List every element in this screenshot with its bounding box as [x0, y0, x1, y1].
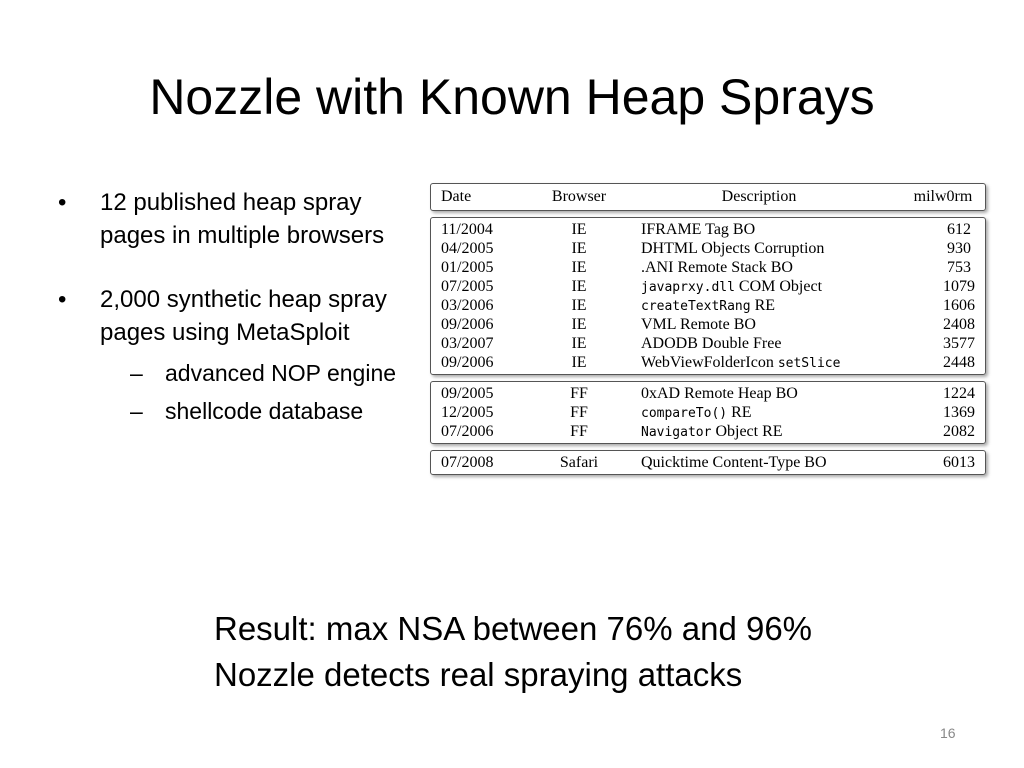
- bullet-text: 12 published heap spray pages in multiple browsers: [100, 189, 385, 249]
- description-text: Object RE: [711, 423, 783, 440]
- table-row: [431, 277, 985, 296]
- description-code: compareTo(): [641, 406, 728, 421]
- header-description: Description: [721, 188, 797, 205]
- cell-milw0rm: 2448: [943, 354, 975, 371]
- cell-milw0rm: 753: [947, 259, 971, 276]
- cell-milw0rm: 6013: [943, 454, 975, 471]
- cell-description: [609, 353, 941, 372]
- description-code: createTextRang: [641, 299, 751, 314]
- table-row: [431, 453, 985, 472]
- bullet-item: [58, 186, 418, 252]
- cell-description: [609, 403, 941, 422]
- cell-browser: IE: [571, 354, 587, 371]
- heap-spray-table: [430, 183, 986, 481]
- bullet-item: [58, 283, 418, 349]
- cell-milw0rm: 612: [947, 221, 971, 238]
- sub-bullet-text: advanced NOP engine: [165, 360, 397, 386]
- cell-description: DHTML Objects Corruption: [641, 240, 825, 257]
- header-date: Date: [441, 188, 472, 205]
- cell-description: [609, 422, 941, 441]
- table-row: [431, 384, 985, 403]
- cell-browser: IE: [571, 335, 587, 352]
- cell-browser: Safari: [559, 454, 599, 471]
- cell-description: Quicktime Content-Type BO: [641, 454, 827, 471]
- cell-date: 04/2005: [441, 240, 494, 257]
- bullet-list: [58, 186, 418, 427]
- cell-date: 07/2008: [441, 454, 494, 471]
- slide-title: Nozzle with Known Heap Sprays: [149, 69, 875, 125]
- description-code: javaprxy.dll: [641, 280, 735, 295]
- cell-browser: IE: [571, 240, 587, 257]
- table-row: [431, 422, 985, 441]
- result-text: [214, 606, 812, 698]
- table-row: [431, 334, 985, 353]
- header-milw0rm: milw0rm: [913, 188, 973, 205]
- table-row: [431, 315, 985, 334]
- description-text: WebViewFolderIcon: [641, 354, 778, 371]
- ff-group: [430, 381, 986, 444]
- cell-description: [609, 296, 941, 315]
- table-row: [431, 220, 985, 239]
- cell-browser: IE: [571, 297, 587, 314]
- cell-date: 11/2004: [441, 221, 493, 238]
- description-text: COM Object: [734, 278, 823, 295]
- cell-milw0rm: 2082: [943, 423, 975, 440]
- result-line-1: Result: max NSA between 76% and 96%: [214, 610, 813, 647]
- description-text: RE: [727, 404, 752, 421]
- sub-bullet-item: [130, 357, 418, 389]
- cell-browser: FF: [570, 404, 588, 421]
- result-line-2: Nozzle detects real spraying attacks: [214, 656, 743, 693]
- cell-date: 07/2005: [441, 278, 494, 295]
- dash-icon: –: [130, 398, 143, 424]
- cell-browser: FF: [570, 423, 588, 440]
- sub-bullet-item: [130, 395, 418, 427]
- description-code: Navigator: [641, 425, 712, 440]
- ie-group: [430, 217, 986, 375]
- table-row: [431, 403, 985, 422]
- cell-date: 03/2007: [441, 335, 494, 352]
- dash-icon: –: [130, 360, 143, 386]
- cell-milw0rm: 2408: [943, 316, 975, 333]
- description-code: setSlice: [777, 356, 841, 371]
- cell-milw0rm: 1606: [943, 297, 975, 314]
- table-row: [431, 239, 985, 258]
- cell-description: .ANI Remote Stack BO: [641, 259, 793, 276]
- cell-date: 09/2005: [441, 385, 494, 402]
- table-row: [431, 296, 985, 315]
- table-header: [430, 183, 986, 211]
- table-row: [431, 258, 985, 277]
- cell-milw0rm: 1369: [943, 404, 975, 421]
- bullet-icon: •: [58, 189, 67, 216]
- description-text: RE: [750, 297, 776, 314]
- cell-description: [609, 277, 941, 296]
- cell-browser: FF: [570, 385, 588, 402]
- cell-milw0rm: 1224: [943, 385, 975, 402]
- cell-date: 09/2006: [441, 316, 494, 333]
- table-row: [431, 353, 985, 372]
- cell-milw0rm: 930: [947, 240, 971, 257]
- bullet-icon: •: [58, 286, 67, 313]
- page-number: 16: [940, 725, 956, 741]
- cell-date: 09/2006: [441, 354, 494, 371]
- cell-milw0rm: 1079: [943, 278, 975, 295]
- cell-milw0rm: 3577: [943, 335, 975, 352]
- cell-description: VML Remote BO: [641, 316, 756, 333]
- cell-date: 07/2006: [441, 423, 494, 440]
- cell-description: 0xAD Remote Heap BO: [641, 385, 798, 402]
- bullet-text: 2,000 synthetic heap spray pages using MetaSploit: [100, 286, 387, 346]
- cell-date: 03/2006: [441, 297, 494, 314]
- cell-date: 12/2005: [441, 404, 494, 421]
- safari-group: [430, 450, 986, 475]
- cell-browser: IE: [571, 221, 587, 238]
- cell-date: 01/2005: [441, 259, 494, 276]
- cell-description: IFRAME Tag BO: [641, 221, 756, 238]
- cell-browser: IE: [571, 278, 587, 295]
- sub-bullet-text: shellcode database: [165, 398, 364, 424]
- header-browser: Browser: [551, 188, 607, 205]
- cell-description: ADODB Double Free: [641, 335, 782, 352]
- cell-browser: IE: [571, 316, 587, 333]
- cell-browser: IE: [571, 259, 587, 276]
